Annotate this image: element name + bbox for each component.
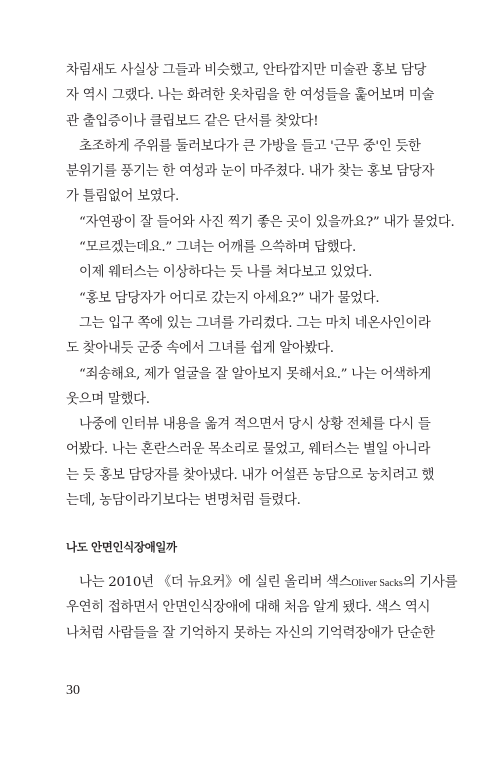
text-line (66, 570, 458, 595)
text-line: 자 역시 그랬다. 나는 화려한 옷차림을 한 여성들을 훑어보며 미술 (66, 88, 435, 104)
section-body-text (66, 570, 458, 646)
text-run: 의 기사를 (402, 575, 458, 590)
latin-name: Oliver Sacks (351, 578, 403, 589)
text-line: 나처럼 사람들을 잘 기억하지 못하는 자신의 기억력장애가 단순한 (66, 625, 435, 641)
section-heading: 나도 안면인식장애일까 (66, 540, 177, 554)
text-line: 우연히 접하면서 안면인식장애에 대해 처음 알게 됐다. 색스 역시 (66, 600, 431, 616)
text-line: 도 찾아내듯 군중 속에서 그녀를 쉽게 알아봤다. (66, 341, 334, 357)
text-line: 는데, 농담이라기보다는 변명처럼 들렸다. (66, 493, 301, 509)
text-line: “홍보 담당자가 어디로 갔는지 아세요?” 내가 물었다. (79, 290, 380, 306)
text-line: 이제 웨터스는 이상하다는 듯 나를 쳐다보고 있었다. (79, 265, 373, 281)
text-line: “죄송해요, 제가 얼굴을 잘 알아보지 못해서요.” 나는 어색하게 (79, 366, 431, 382)
text-line: “모르겠는데요.” 그녀는 어깨를 으쓱하며 답했다. (79, 240, 356, 256)
text-line: 웃으며 말했다. (66, 391, 150, 407)
text-line: 는 듯 홍보 담당자를 찾아냈다. 내가 어설픈 농담으로 눙치려고 했 (66, 467, 435, 483)
text-line: 관 출입증이나 클립보드 같은 단서를 찾았다! (66, 113, 319, 129)
text-line: “자연광이 잘 들어와 사진 찍기 좋은 곳이 있을까요?” 내가 물었다. (79, 214, 455, 230)
body-text (66, 58, 455, 513)
text-line: 차림새도 사실상 그들과 비슷했고, 안타깝지만 미술관 홍보 담당 (66, 63, 427, 78)
text-line: 나중에 인터뷰 내용을 옮겨 적으면서 당시 상황 전체를 다시 들 (79, 417, 431, 433)
text-line: 어봤다. 나는 혼란스러운 목소리로 물었고, 웨터스는 별일 아니라 (66, 442, 431, 458)
text-line: 가 틀림없어 보였다. (66, 189, 179, 205)
text-run: 나는 2010년 《더 뉴요커》에 실린 올리버 색스 (79, 575, 352, 590)
page-number: 30 (66, 683, 80, 698)
text-line: 초조하게 주위를 둘러보다가 큰 가방을 들고 '근무 중'인 듯한 (79, 138, 421, 154)
text-line: 분위기를 풍기는 한 여성과 눈이 마주쳤다. 내가 찾는 홍보 담당자 (66, 164, 435, 180)
text-line: 그는 입구 쪽에 있는 그녀를 가리켰다. 그는 마치 네온사인이라 (79, 315, 431, 331)
